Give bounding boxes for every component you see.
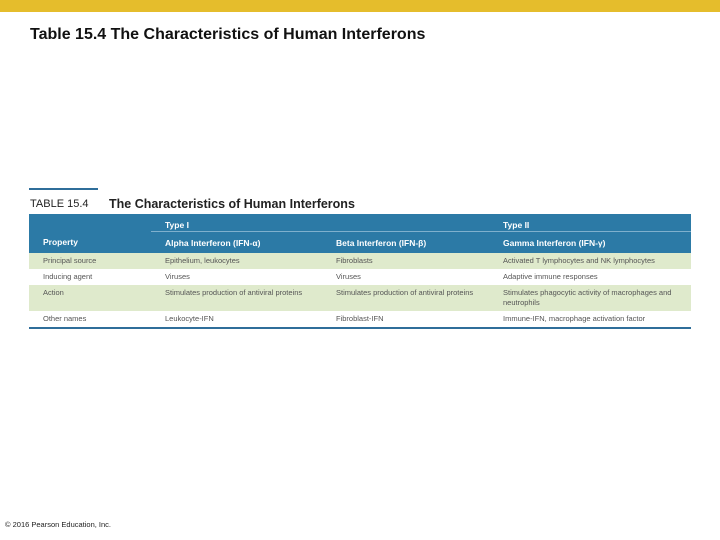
cell-alpha: Epithelium, leukocytes: [151, 253, 322, 269]
row-property: Action: [29, 285, 151, 311]
column-header-beta: Beta Interferon (IFN-β): [322, 232, 489, 254]
interferon-table-figure: [29, 188, 691, 329]
table-bottom-rule: [29, 327, 691, 329]
top-accent-bar: [0, 0, 720, 12]
row-property: Other names: [29, 311, 151, 327]
table-label: TABLE 15.4: [30, 198, 89, 210]
table-label-rule: [29, 188, 98, 190]
column-header-row: [29, 232, 691, 254]
interferon-table: [29, 214, 691, 327]
cell-beta: Fibroblasts: [322, 253, 489, 269]
group-header-type-i: Type I: [151, 214, 322, 232]
table-row: [29, 311, 691, 327]
cell-gamma: Stimulates phagocytic activity of macrophages and neutrophils: [489, 285, 691, 311]
table-row: [29, 269, 691, 285]
cell-alpha: Viruses: [151, 269, 322, 285]
group-header-empty: [322, 214, 489, 232]
column-header-property: Property: [29, 232, 151, 254]
table-row: [29, 285, 691, 311]
table-row: [29, 253, 691, 269]
cell-gamma: Adaptive immune responses: [489, 269, 691, 285]
cell-beta: Viruses: [322, 269, 489, 285]
cell-gamma: Immune-IFN, macrophage activation factor: [489, 311, 691, 327]
group-header-empty: [29, 214, 151, 232]
column-header-gamma: Gamma Interferon (IFN-γ): [489, 232, 691, 254]
group-header-row: [29, 214, 691, 232]
group-header-type-ii: Type II: [489, 214, 691, 232]
cell-alpha: Leukocyte-IFN: [151, 311, 322, 327]
cell-gamma: Activated T lymphocytes and NK lymphocytes: [489, 253, 691, 269]
row-property: Principal source: [29, 253, 151, 269]
row-property: Inducing agent: [29, 269, 151, 285]
cell-alpha: Stimulates production of antiviral proteins: [151, 285, 322, 311]
cell-beta: Stimulates production of antiviral proteins: [322, 285, 489, 311]
column-header-alpha: Alpha Interferon (IFN-α): [151, 232, 322, 254]
table-label-row: [29, 188, 691, 214]
slide-title: Table 15.4 The Characteristics of Human Interferons: [30, 26, 426, 43]
table-caption: The Characteristics of Human Interferons: [109, 197, 355, 211]
copyright-footer: © 2016 Pearson Education, Inc.: [5, 520, 112, 529]
cell-beta: Fibroblast-IFN: [322, 311, 489, 327]
